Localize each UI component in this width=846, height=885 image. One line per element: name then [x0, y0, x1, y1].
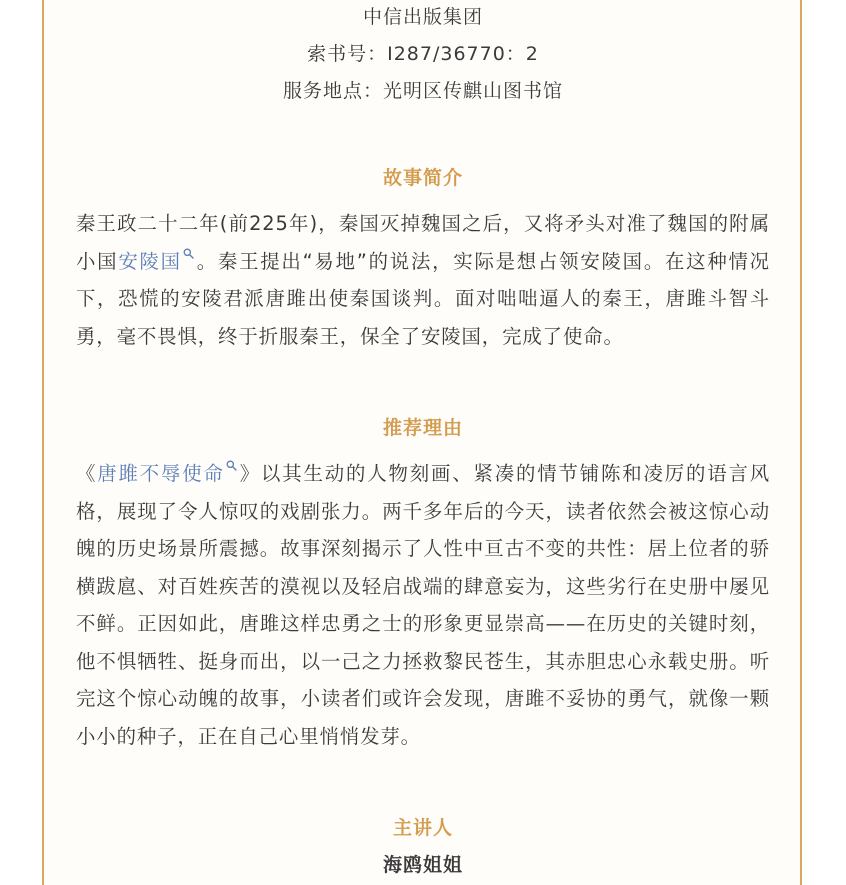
- service-location-text: 服务地点：光明区传麒山图书馆: [282, 80, 563, 102]
- speaker-name: 海鸥姐姐: [382, 854, 463, 876]
- search-icon[interactable]: [183, 234, 194, 272]
- story-text-part-2: 。秦王提出“易地”的说法，实际是想占领安陵国。在这种情况下，恐慌的安陵君派唐雎出使秦国谈判。面对咄咄逼人的秦王，唐雎斗智斗勇，毫不畏惧，终于折服秦王，保全了安陵国，完成了使命。: [76, 249, 770, 348]
- reason-section-title: 推荐理由: [382, 417, 463, 439]
- story-paragraph: [76, 205, 770, 355]
- story-text-part-1: 秦王政二十二年(前225年)，秦国灭掉魏国之后，又将矛头对准了魏国的附属小国: [76, 212, 770, 273]
- open-book-quote: 《: [76, 462, 98, 485]
- story-section-title: 故事简介: [382, 167, 463, 189]
- call-number-text: 索书号：I287/36770：2: [307, 43, 539, 65]
- publisher-text: 中信出版集团: [362, 6, 483, 28]
- book-title-link[interactable]: 唐雎不辱使命: [97, 462, 225, 485]
- anling-state-link[interactable]: 安陵国: [118, 249, 182, 273]
- reason-paragraph: [76, 455, 770, 755]
- reason-text: 》以其生动的人物刻画、紧凑的情节铺陈和凌厉的语言风格，展现了令人惊叹的戏剧张力。两千多年后的今天，读者依然会被这惊心动魄的历史场景所震撼。故事深刻揭示了人性中亘古不变的共性：居上位者的骄横跋扈、对百姓疾苦的漠视以及轻启战端的肆意妄为，这些劣行在史册中屡见不鲜。正因如此，唐雎这样忠勇之士的形象更显崇高——在历史的关键时刻，他不惧牺牲、挺身而出，以一己之力拯救黎民苍生，其赤胆忠心永载史册。听完这个惊心动魄的故事，小读者们或许会发现，唐雎不妥协的勇气，就像一颗小小的种子，正在自己心里悄悄发芽。: [76, 462, 770, 748]
- search-icon[interactable]: [226, 446, 237, 484]
- speaker-section-title: 主讲人: [392, 817, 453, 839]
